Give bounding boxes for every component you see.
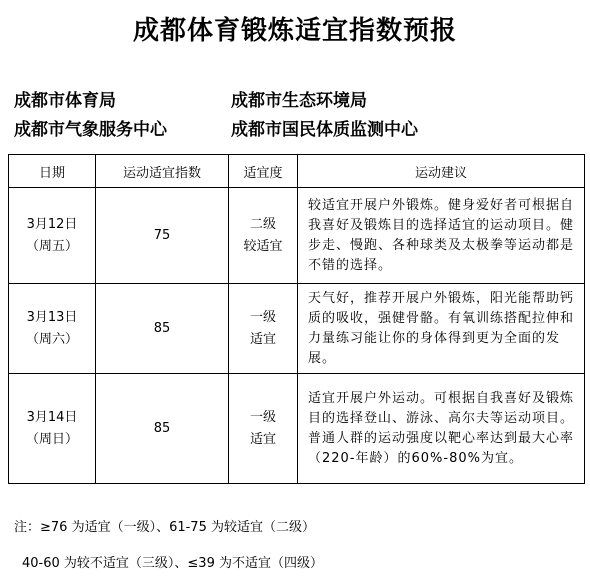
advice-cell: 适宜开展户外运动。可根据自我喜好及锻炼目的选择登山、游泳、高尔夫等运动项目。普通人群的运动强度以靶心率达到最大心率（220-年龄）的60%-80%为宜。 [298, 374, 585, 484]
header-index: 运动适宜指数 [96, 155, 229, 188]
index-cell: 85 [96, 374, 229, 484]
date-cell [9, 374, 96, 484]
legend-note-line-2: 40-60 为较不适宜（三级）、≤39 为不适宜（四级） [22, 556, 323, 571]
legend-note-line-1: 注：≥76 为适宜（一级）、61-75 为较适宜（二级） [14, 520, 315, 535]
suitability-cell [229, 284, 298, 374]
table-row [9, 188, 585, 284]
suitability-text: 适宜 [249, 431, 276, 447]
date-text: 3月12日 [26, 216, 78, 232]
table-row [9, 374, 585, 484]
org-meteorology-center: 成都市气象服务中心 [14, 120, 167, 140]
index-cell: 75 [96, 188, 229, 284]
date-cell [9, 188, 96, 284]
advice-cell: 天气好，推荐开展户外锻炼，阳光能帮助钙质的吸收，强健骨骼。有氧训练搭配拉伸和力量练习能让你的身体得到更为全面的发展。 [298, 284, 585, 374]
weekday-text: （周五） [25, 238, 78, 254]
header-suitability: 适宜度 [229, 155, 298, 188]
org-fitness-monitoring-center: 成都市国民体质监测中心 [231, 120, 418, 140]
date-cell [9, 284, 96, 374]
header-date: 日期 [9, 155, 96, 188]
suitability-text: 适宜 [249, 331, 276, 347]
weekday-text: （周六） [25, 331, 78, 347]
org-ecology-bureau: 成都市生态环境局 [231, 91, 367, 111]
header-advice: 运动建议 [298, 155, 585, 188]
level-text: 二级 [249, 216, 276, 232]
table-row [9, 284, 585, 374]
date-text: 3月13日 [26, 309, 78, 325]
weekday-text: （周日） [25, 431, 78, 447]
suitability-cell [229, 374, 298, 484]
table-header-row [9, 155, 585, 188]
suitability-cell [229, 188, 298, 284]
level-text: 一级 [249, 309, 276, 325]
index-cell: 85 [96, 284, 229, 374]
advice-cell: 较适宜开展户外锻炼。健身爱好者可根据自我喜好及锻炼目的选择适宜的运动项目。健步走、慢跑、各种球类及太极拳等运动都是不错的选择。 [298, 188, 585, 284]
page-title: 成都体育锻炼适宜指数预报 [132, 16, 457, 46]
forecast-table [8, 154, 585, 484]
suitability-text: 较适宜 [243, 238, 283, 254]
date-text: 3月14日 [26, 409, 78, 425]
level-text: 一级 [249, 409, 276, 425]
org-sports-bureau: 成都市体育局 [14, 91, 116, 111]
